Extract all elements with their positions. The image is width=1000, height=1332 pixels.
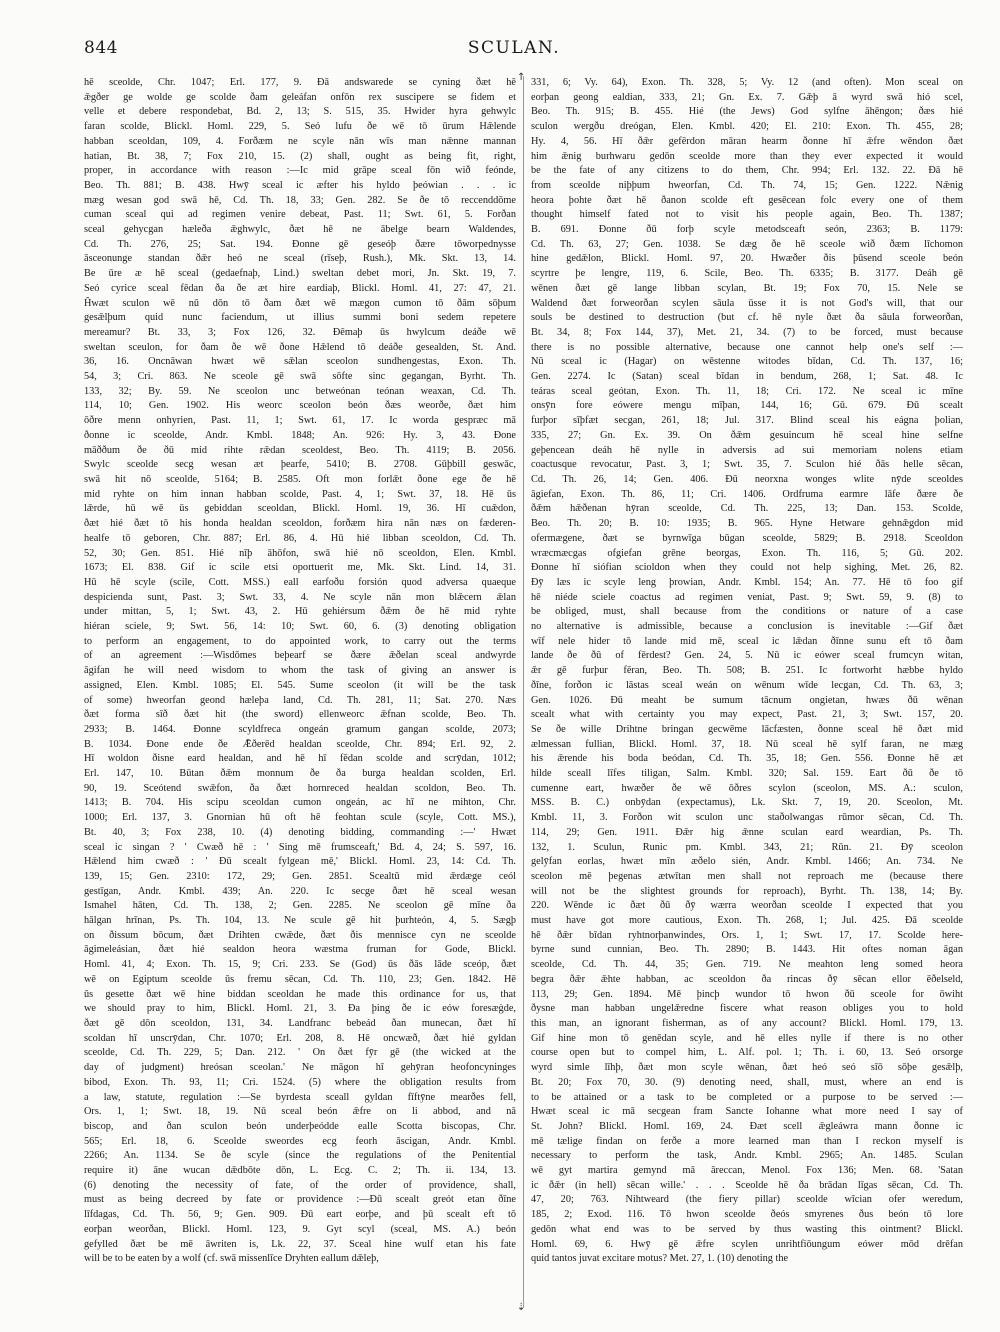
left-column-line: wē on Egiptum sceolde ūs fremu sēcan, Cd. Th. 110, 23; Gen. 1842. Hē bbox=[84, 973, 516, 985]
left-column-line: of an agreement :—Wisdōmes beþearf se ðære ǣðelan sceal andwyrde bbox=[84, 650, 516, 662]
right-column-line: this man, an ignorant fisherman, as of any account? Blickl. Homl. 179, 13. bbox=[531, 1018, 963, 1029]
right-column-line: wīf nele hider tō lande mid mē, sceal ic lǣdan ðīnne sunu eft tō ðam bbox=[531, 635, 963, 647]
left-column-line: healfe tō geboren, Chr. 887; Erl. 86, 4. Hū hié libban sceoldon, Cd. Th. bbox=[84, 532, 516, 544]
left-column-line: āsceonunge standan ðǣr heó ne sceal (rīseþ, Rush.), Mk. Skt. 13, 14. bbox=[84, 253, 516, 265]
right-column-line: course open but to compel him, L. Alf. pol. 1; Th. i. 60, 13. Seó orsorge bbox=[531, 1047, 963, 1059]
left-column-line: mereamur? Bt. 33, 3; Fox 126, 32. Ðēmaþ ūs hwylcum deáðe wē bbox=[84, 326, 516, 338]
right-column-line: 114, 29; Gen. 1911. Ðǣr hig ǣnne sculan eard weardian, Ps. Th. bbox=[531, 826, 963, 838]
right-column-line: hilde sceall līfes tiligan, Salm. Kmbl. 320; Sal. 159. Eart ðū ðe tō bbox=[531, 768, 963, 780]
right-column-line: 335, 27; Gn. Ex. 39. On ðǣm gesuincum hē sceal hine selfne bbox=[531, 429, 963, 441]
right-column-line: begra ðǣr ǣhte habban, ac sceoldon ða rincas ðȳ sēcan ellor ēðelseld, bbox=[531, 973, 963, 985]
left-column-line: 1000; Erl. 137, 3. Gnornian hū oft hē feohtan scule (scyle, Cott. MS.), bbox=[84, 812, 516, 824]
right-column-line: no alternative is admissible, because a conclusion is inevitable :—Gif ðæt bbox=[531, 621, 963, 633]
right-column-line: Cd. Th. 63, 27; Gen. 1038. Se dæg ðe hē sceole wið ðæm līchomon bbox=[531, 238, 963, 250]
right-column-line: ðīne, forðon ic lāstas sceal weán on wēnum wīde lecgan, Cd. Th. 63, 3; bbox=[531, 679, 963, 691]
left-column-line: Cd. Th. 276, 25; Sat. 194. Ðonne gē geseóþ ðære tōworpednysse bbox=[84, 238, 516, 250]
right-column-line: sceolon mē þegenas ætwītan men shall not reproach me (because there bbox=[531, 870, 963, 882]
right-column-line: from sceolde niþþum hweorfan, Cd. Th. 74, 15; Gen. 1222. Nǣnig bbox=[531, 179, 963, 191]
left-column-line: proper, in accordance with reason :—Ic mid grāpe sceal fōn wið feónde, bbox=[84, 165, 516, 177]
right-column-line: Nū sceal ic (Hagar) on wēstenne witodes bīdan, Cd. Th. 137, 16; bbox=[531, 356, 963, 368]
right-column bbox=[531, 76, 963, 1267]
right-column-line: wræcmæcgas ofgiefan grēne beorgas, Exon. Th. 116, 5; Gū. 202. bbox=[531, 547, 963, 559]
right-column-line: thought himself fated not to visit his people again, Beo. Th. 1387; bbox=[531, 209, 963, 221]
left-column-line: hiéran sciele, 9; Swt. 56, 14: 10; Swt. 60, 6. (3) denoting obligation bbox=[84, 621, 516, 633]
left-column-line: ǣgðer ge wolde ge scolde ðam geleáfan onfōn rex suscipere se fidem et bbox=[84, 91, 516, 103]
left-column-line: mid ryhte on him innan habban scolde, Past. 4, 1; Swt. 37, 18. Hē ūs bbox=[84, 488, 516, 500]
left-column-line: Ĥwæt sculon wē nū dōn tō ðam ðæt wē mægon cumon tō ðām sōþum bbox=[84, 297, 516, 309]
right-column-line: wē gyt martira gemynd mā āreccan, Menol. Fox 136; Men. 68. 'Satan bbox=[531, 1165, 963, 1177]
left-column-line: līfdagas, Cd. Th. 56, 9; Gen. 909. Ðū eart eorþe, and þū scealt eft tō bbox=[84, 1209, 516, 1221]
right-column-line: Cd. Th. 26, 14; Gen. 406. Ðū neorxna wonges wlite nȳde sceoldes bbox=[531, 473, 963, 485]
right-column-line: B. 691. Ðonne ðū forþ scyle metodsceaft seón, 2363; B. 1179: bbox=[531, 224, 963, 236]
left-column bbox=[84, 76, 516, 1267]
left-column-line: 2266; An. 1134. Se ðe scyle (since the regulations of the Penitential bbox=[84, 1150, 516, 1162]
right-column-line: ofermægene, ðæt se byrnwīga būgan sceolde, 5829; B. 2918. Sceoldon bbox=[531, 532, 963, 544]
right-column-line: heora þohte ðæt hē ðanon scolde eft gesēcean folc every one of them bbox=[531, 194, 963, 206]
right-column-line: ðǣm hǣðenan hȳran sceolde, Cd. Th. 225, 13; Dan. 153. Scolde, bbox=[531, 503, 963, 515]
left-column-line: 114, 10; Gen. 1902. His weorc sceolon beón ðæs weorðe, ðæt him bbox=[84, 400, 516, 412]
left-column-line: Hī woldon ðisne eard healdan, and hē hī fēdan scolde and scrȳdan, 1012; bbox=[84, 753, 516, 765]
left-column-line: māððum ðe ðū mid rihte rǣdan sceoldest, Beo. Th. 4119; B. 2056. bbox=[84, 444, 516, 456]
right-column-line: quid tantos juvat excitare motus? Met. 27, 1. (10) denoting the bbox=[531, 1253, 789, 1265]
left-column-line: sweltan sceulon, for ðam ðe wē ðone Hǣlend tō deáðe gesealden, St. And. bbox=[84, 341, 516, 353]
right-column-line: sceolde, Cd. Th. 44, 35; Gen. 719. Ne meahton leng somed heora bbox=[531, 959, 963, 971]
left-column-line: assigned, Elen. Kmbl. 1085; El. 545. Sume sceolon (it will be the task bbox=[84, 679, 516, 691]
right-column-line: be the fate of any citizens to do them, Chr. 994; Erl. 132. 22. Ðā hē bbox=[531, 165, 963, 177]
left-column-line: ðæt hié ðæt tō his honda healdan sceoldon, forðæm hira nān næs on fæderen- bbox=[84, 518, 516, 530]
left-column-line: 139, 15; Gen. 2310: 172, 29; Gen. 2851. Scealtū mid ǣrdæge ceól bbox=[84, 870, 516, 882]
left-column-line: we should pray to him, Blickl. Homl. 21, 3. Ða þing ðe ic eów foresæġde, bbox=[84, 1003, 516, 1015]
left-column-line: hālgan hrīnan, Ps. Th. 104, 13. Ne scule gē hit þurhteón, 4, 5. Sægþ bbox=[84, 915, 516, 927]
left-column-line: sceolde, Cd. Th. 229, 5; Dan. 212. ' On ðæt fȳr gē (the wicked at the bbox=[84, 1047, 516, 1059]
left-column-line: gestīgan, Andr. Kmbl. 439; An. 220. Ic secge ðæt hē sceal wesan bbox=[84, 885, 516, 897]
right-column-line: āgiefan, Exon. Th. 86, 11; Cri. 1406. Ordfruma earmre lāfe ðære ðe bbox=[531, 488, 963, 500]
right-column-line: 185, 2; Exod. 116. Tō hwon sceolde ðeós smyrenes ðus beón tō lore bbox=[531, 1209, 963, 1221]
left-column-line: 565; Erl. 18, 6. Sceolde sweordes ecg feorh āscigan, Andr. Kmbl. bbox=[84, 1135, 516, 1147]
right-column-line: wēnen ðæt gē lange libban scylan, Bt. 19; Fox 70, 15. Nele se bbox=[531, 282, 963, 294]
left-column-line: ūs gesette ðæt wē hine biddan sceoldan he made this ordinance for us, that bbox=[84, 988, 516, 1000]
left-column-line: ðonne ic sceolde, Andr. Kmbl. 1848; An. 926: Hy. 3, 43. Ðone bbox=[84, 429, 516, 441]
right-column-line: mē tælige findan on ferðe a more learned man than I reckon myself is bbox=[531, 1135, 963, 1147]
left-column-line: ðæt forma sīð ðæt hit (the sword) ellenweorc ǣfnan scolde, Beo. Th. bbox=[84, 709, 516, 721]
left-column-line: on ðissum bōcum, ðæt Drihten cwǣde, ðæt ðis mennisce cyn ne sceolde bbox=[84, 929, 516, 941]
divider-top-mark: ↑ bbox=[517, 72, 526, 83]
right-column-line: hē niéde sciele coactus ad regimen veniat, Past. 9; Swt. 59, 9. (8) to bbox=[531, 591, 963, 603]
right-column-line: Gif hine mon tō genēdan scyle, and hē elles nylle if there is no other bbox=[531, 1032, 963, 1044]
right-column-line: coactusque revocatur, Past. 3, 1; Swt. 35, 7. Sculon hié ðās helle sēcan, bbox=[531, 459, 963, 471]
right-column-line: him ǣnig burhwaru gedōn sceolde more than they ever expected it would bbox=[531, 150, 963, 162]
page-header bbox=[84, 38, 944, 66]
right-column-line: wyrd simle līhþ, ðæt mon scyle wēnan, ðæt heó seó sīō sōþe gesǣlþ, bbox=[531, 1062, 963, 1074]
left-column-line: cuman sceal qui ad regimen venire debeat, Past. 11; Swt. 61, 5. Forðan bbox=[84, 209, 516, 221]
left-column-line: Be ūre æ hē sceal (gedaefnaþ, Lind.) sweltan debet mori, Jn. Skt. 19, 7. bbox=[84, 268, 516, 280]
right-column-line: ic ðǣr (in hell) sēcan wille.' . . . Sceolde hē ða brādan līgas sēcan, Cd. Th. bbox=[531, 1179, 963, 1191]
left-column-line: will be to be eaten by a wolf (cf. swā missenlīce Dryhten eallum dǣleþ, bbox=[84, 1253, 379, 1265]
right-column-line: Bt. 20; Fox 70, 30. (9) denoting need, shall, must, where an end is bbox=[531, 1076, 963, 1088]
left-column-line: faran scolde, Blickl. Homl. 229, 5. Seó lufu ðe wē tō ūrum Hǣlende bbox=[84, 121, 516, 133]
right-column-line: St. John? Blickl. Homl. 169, 24. Ðæt scell ǣgleáwra mann ðonne ic bbox=[531, 1120, 963, 1132]
right-column-line: be obliged, must, shall because from the conditions or nature of a case bbox=[531, 606, 963, 618]
right-column-line: Se ðe wille Drihtne bringan gecwēme lācfæsten, ðonne sceal hē ðæt mid bbox=[531, 723, 963, 735]
right-column-line: 113, 29; Gen. 1894. Mē þincþ wundor tō hwon ðū sceole for ōwiht bbox=[531, 988, 963, 1000]
left-column-line: Ors. 1, 1; Swt. 18, 19. Nū sceal beón ǣfre on li abbod, and nā bbox=[84, 1106, 516, 1118]
left-column-line: a law, statute, regulation :—Se byrdesta sceall gyldan fīftȳne mearðes fell, bbox=[84, 1091, 516, 1103]
left-column-line: Beo. Th. 881; B. 438. Hwȳ sceal ic æfter his hyldo þeówian . . . ic bbox=[84, 179, 516, 191]
left-column-line: 133, 32; By. 59. Ne sceolon unc betweónan teónan weaxan, Cd. Th. bbox=[84, 385, 516, 397]
right-column-line: will not be the slightest grounds for reproach), Byrht. Th. 138, 14; By. bbox=[531, 885, 963, 897]
left-column-line: 2933; B. 1464. Ðonne scyldfreca ongeán gramum gangan scolde, 2073; bbox=[84, 723, 516, 735]
left-column-line: mæg wesan god swā hē, Cd. Th. 18, 33; Gen. 282. Se ðe tō reccenddōme bbox=[84, 194, 516, 206]
right-column-line: Hwæt sceal ic mā secgean fram Sancte Iohanne what more need I say of bbox=[531, 1106, 963, 1118]
running-head: SCULAN. bbox=[467, 38, 561, 58]
left-column-line: to perform an engagement, to do appointed work, to carry out the terms bbox=[84, 635, 516, 647]
right-column-line: byrne sund cunnian, Beo. Th. 2890; B. 1443. Hit oftes noman āgan bbox=[531, 944, 963, 956]
left-column-line: (6) denoting the necessity of fate, of the order of providence, shall, bbox=[84, 1179, 516, 1191]
left-column-line: 52, 30; Gen. 851. Hié nīþ āhōfon, swā hié nō sceoldon, Elen. Kmbl. bbox=[84, 547, 516, 559]
right-column-line: there is no possible alternative, because one cannot help one's self :— bbox=[531, 341, 963, 353]
left-column-line: sceal gehycgan hæleða ǣghwylc, ðæt hē ne ābelge bearn Waldendes, bbox=[84, 224, 516, 236]
right-column-line: furþor sīþfæt secgan, 261, 18; Jul. 317. Blind sceal his eágna þolian, bbox=[531, 415, 963, 427]
right-column-line: sculon wergðu dreógan, Elen. Kmbl. 420; El. 210: Exon. Th. 455, 28; bbox=[531, 121, 963, 133]
right-column-line: necessary to perform the task, Andr. Kmbl. 2965; An. 1485. Sculan bbox=[531, 1150, 963, 1162]
right-column-line: Ðonne hī siófian scioldon when they could not help sighing, Met. 26, 82. bbox=[531, 562, 963, 574]
left-column-line: 54, 3; Cri. 863. Ne sceole gē swā sōfte sinc gegangan, Byrht. Th. bbox=[84, 371, 516, 383]
right-column-line: Beo. Th. 20; B. 10: 1935; B. 965. Hyne Hetware gehnǣgdon mid bbox=[531, 518, 963, 530]
left-column-line: Swylc sceolde secg wesan æt þearfe, 5410; B. 2708. Gūþbill geswāc, bbox=[84, 459, 516, 471]
left-column-line: scoldan hī unscrȳdan, Chr. 1070; Erl. 208, 8. Hē oncwæð, ðæt hié gyldan bbox=[84, 1032, 516, 1044]
left-column-line: Hǣlend him cwæð : ' Ðū scealt fylgean mē,' Blickl. Homl. 23, 14: Cd. Th. bbox=[84, 856, 516, 868]
left-column-line: Homl. 41, 4; Exon. Th. 15, 9; Cri. 233. Se (God) ūs ðās lāde sceóp, ðæt bbox=[84, 959, 516, 971]
right-column-line: 331, 6; Vy. 64), Exon. Th. 328, 5; Vy. 12 (and often). Mon sceal on bbox=[531, 77, 963, 88]
right-column-line: must have got more cautious, Exon. Th. 268, 1; Jul. 425. Ðā sceolde bbox=[531, 915, 963, 927]
divider-bottom-mark: ⇣ bbox=[517, 1302, 526, 1313]
left-column-line: āgifan he will need wisdom to whom the task of giving an answer is bbox=[84, 665, 516, 677]
right-column-line: geþencean deáh hē nylle in adversis ad sui memoriam nolens etiam bbox=[531, 444, 963, 456]
left-column-line: hē sceolde, Chr. 1047; Erl. 177, 9. Ðā andswarede se cyning ðæt hē bbox=[84, 77, 516, 88]
left-column-line: habban sceoldan, 109, 4. Forðæm ne scyle nān wīs man nǣnne mannan bbox=[84, 135, 516, 147]
left-column-line: 36, 16. Oncnāwan hwæt wē sǣlan sceolon sundhengestas, Exon. Th. bbox=[84, 356, 516, 368]
left-column-line: swā hit nō sceolde, 5164; B. 2585. Oft mon forlǣt ðone ege ðe hē bbox=[84, 473, 516, 485]
left-column-line: day of judgment) hreósan sceolan.' Ne māgon hī gehȳran heofoncyninges bbox=[84, 1062, 516, 1074]
left-column-line: bibod, Exon. Th. 93, 11; Cri. 1524. (5) where the obligation results from bbox=[84, 1076, 516, 1088]
right-column-line: hē ðǣr bīdan ryhtnorþanwindes, Ors. 1, 1; Swt. 17, 17. Scolde here- bbox=[531, 929, 963, 941]
right-column-line: Gen. 2274. Ic (Satan) sceal bīdan in bendum, 268, 1; Sat. 48. Ic bbox=[531, 371, 963, 383]
left-column-line: Bt. 40, 3; Fox 238, 10. (4) denoting bidding, commanding :—' Hwæt bbox=[84, 826, 516, 838]
right-column-line: ǣr gē furþur fēran, Beo. Th. 508; B. 251. Ic fortworht hæbbe hyldo bbox=[531, 665, 963, 677]
right-column-line: 47, 20; 763. Nihtweard (the fiery pillar) sceolde wīcian ofer weredum, bbox=[531, 1194, 963, 1206]
right-column-line: ælmessan fullian, Blickl. Homl. 37, 18. Nū sceal hē sylf faran, ne mæg bbox=[531, 738, 963, 750]
left-column-line: of some) hweorfan geond hæleþa land, Cd. Th. 281, 11; Sat. 270. Næs bbox=[84, 694, 516, 706]
left-column-line: gefylled ðæt be mē āwriten is, Lk. 22, 37. Sceal hine wulf etan his fate bbox=[84, 1238, 516, 1250]
left-column-line: 1673; El. 838. Gif ic scile etsi oportuerit me, Mk. Skt. Lind. 14, 31. bbox=[84, 562, 516, 574]
left-column-line: sceal ic singan ? ' Cwæð hē : ' Sing mē frumsceaft,' Bd. 4, 24; S. 597, 16. bbox=[84, 841, 516, 853]
right-column-line: his ǣrende his boda beódan, Cd. Th. 35, 18; Gen. 556. Ðonne hē æt bbox=[531, 753, 963, 765]
right-column-line: Bt. 34, 8; Fox 144, 37), Met. 21, 34. (7) to be forced, must because bbox=[531, 326, 963, 338]
right-column-line: hine gedǣlon, Blickl. Homl. 97, 20. Hwæðer ðis þūsend sceole beón bbox=[531, 253, 963, 265]
left-column-line: biscop, and ðan sculon beón underþeódde ealle Scotta biscopas, Chr. bbox=[84, 1120, 516, 1132]
left-column-line: gesǣlþum quid nunc faciendum, ut illius summi boni sedem repetere bbox=[84, 312, 516, 324]
right-column-line: Gen. 1026. Ðū meaht be sumum tācnum ongietan, hwæs ðū wēnan bbox=[531, 694, 963, 706]
left-column-line: B. 1034. Ðone ende ðe Ǣðerēd healdan sceolde, Chr. 894; Erl. 92, 2. bbox=[84, 738, 516, 750]
right-column-line: 132, 1. Sculun, Runic pm. Kmbl. 343, 21; Rūn. 21. Ðȳ sceolon bbox=[531, 841, 963, 853]
left-column-line: Seó cyrice sceal fēdan ða ðe æt hire eardiaþ, Blickl. Homl. 41, 27: 47, 21. bbox=[84, 282, 516, 294]
left-column-line: despicienda sunt, Past. 3; Swt. 33, 4. Ne scyle nān mon blǣcern ǣlan bbox=[84, 591, 516, 603]
right-column-line: lande ðe ðū of fērdest? Gen. 24, 5. Nū ic eówer sceal frumcyn witan, bbox=[531, 650, 963, 662]
left-column-line: lǣrde, hū wē ūs gebiddan sceoldan, Blickl. Homl. 19, 36. Hī cuǣdon, bbox=[84, 503, 516, 515]
right-column-line: onsȳn fore eówere mengu mīþan, 144, 16; Gū. 679. Ðū scealt bbox=[531, 400, 963, 412]
right-column-line: MSS. B. C.) onbȳdan (expectamus), Lk. Skt. 7, 19, 20. Sceolon, Mt. bbox=[531, 797, 963, 809]
left-column-line: must as being decreed by fate or providence :—Ðū scealt greót etan ðīne bbox=[84, 1194, 516, 1206]
column-divider bbox=[523, 76, 524, 1308]
left-column-line: āgimeleásian, ðæt hié sealdon heora wæstma fruman for Gode, Blickl. bbox=[84, 944, 516, 956]
right-column-line: Kmbl. 11, 3. Forðon wit sculon unc staðolwangas rūmor sēcan, Cd. Th. bbox=[531, 812, 963, 824]
right-column-line: Waldend ðæt forweorðan scylen sāula ūsse it is not God's will, that our bbox=[531, 297, 963, 309]
left-column-line: Ismahel hāten, Cd. Th. 138, 2; Gen. 2285. Ne sceolon gē mīne ða bbox=[84, 900, 516, 912]
right-column-line: souls be destined to destruction (but cf. hē nyle ðæt ða sāula forweorðan, bbox=[531, 312, 963, 324]
right-column-line: cumenne eart, hwæðer ðe wē ōðres scylon (sceolon, MS. A.: sculon, bbox=[531, 782, 963, 794]
right-column-line: teáras sceal geótan, Exon. Th. 11, 18; Cri. 172. Ne sceal ic mīne bbox=[531, 385, 963, 397]
left-column-line: require it) āne wucan dǣdbōte dōn, L. Ecg. C. 2; Th. ii. 134, 13. bbox=[84, 1165, 516, 1177]
left-column-line: 90, 19. Sceótend swǣfon, ða ðæt hornreced healdan scoldon, Beo. Th. bbox=[84, 782, 516, 794]
right-column-line: gedōn what end was to be served by thus wasting this ointment? Blickl. bbox=[531, 1223, 963, 1235]
right-column-line: ðysne man habban ungelǣrednе fiscere what reason obliges you to hold bbox=[531, 1003, 963, 1015]
right-column-line: Beo. Th. 915; B. 455. Hié (the Jews) God sylfne āhēngon; ðæs hié bbox=[531, 106, 963, 118]
left-column-line: Erl. 147, 10. Būtan ðǣm monnum ðe ða burga healdan scolden, Erl. bbox=[84, 768, 516, 780]
right-column-line: gelȳfan eorlas, hwæt mīn æðelo sién, Andr. Kmbl. 1466; An. 734. Ne bbox=[531, 856, 963, 868]
right-column-line: eorþan geong ealdian, 333, 21; Gn. Ex. 7. Gǣþ ā wyrd swā hió scel, bbox=[531, 91, 963, 103]
right-column-line: Hy. 4, 56. Hī ðǣr gefērdon māran hearm ðonne hī ǣfre wēndon ðæt bbox=[531, 135, 963, 147]
right-column-line: 220. Wēnde ic ðæt ðū ðȳ wærra weorðan sceolde I expected that you bbox=[531, 900, 963, 912]
right-column-line: to be attained or a task to be completed or a purpose to be served :— bbox=[531, 1091, 963, 1103]
right-column-line: scyrtre þe lengre, 119, 6. Scile, Beo. Th. 6335; B. 3177. Deáh gē bbox=[531, 268, 963, 280]
right-column-line: Homl. 69, 6. Hwȳ gē ǣfre scylen unrihtfiōungum eówer mōd drēfan bbox=[531, 1238, 963, 1250]
left-column-line: ðæt gē dōn sceoldon, 131, 34. Landfranc bebeád ðan munecan, ðæt hī bbox=[84, 1018, 516, 1029]
left-column-line: Hū hē scyle (scile, Cott. MSS.) eall earfoðu forsión quod adversa quaeque bbox=[84, 576, 516, 588]
left-column-line: hatian, Bt. 38, 7; Fox 210, 15. (2) shall, ought as being fit, right, bbox=[84, 150, 516, 162]
left-column-line: 1413; B. 704. His scipu sceoldan cumon ongeán, ac hī ne mihton, Chr. bbox=[84, 797, 516, 809]
left-column-line: eorþan weorðan, Blickl. Homl. 123, 9. Gyt scyl (sceal, MS. A.) beón bbox=[84, 1223, 516, 1235]
left-column-line: under mittan, 5, 1; Swt. 43, 2. Hū gehiérsum ðǣm ðe hē mid ryhte bbox=[84, 606, 516, 618]
right-column-line: scealt what with certainty you may expect, Past. 21, 3; Swt. 157, 20. bbox=[531, 709, 963, 721]
page-number: 844 bbox=[84, 38, 118, 58]
left-column-line: ōðre menn onhyrien, Past. 11, 1; Swt. 61, 17. Ic worda gespræc mā bbox=[84, 415, 516, 427]
left-column-line: velle et debere respondebat, Bd. 2, 13; S. 515, 35. Hwider hyra gehwylc bbox=[84, 106, 516, 118]
right-column-line: Ðȳ læs ic scyle leng þrowian, Andr. Kmbl. 154; An. 77. Hē tō foo gif bbox=[531, 576, 963, 588]
